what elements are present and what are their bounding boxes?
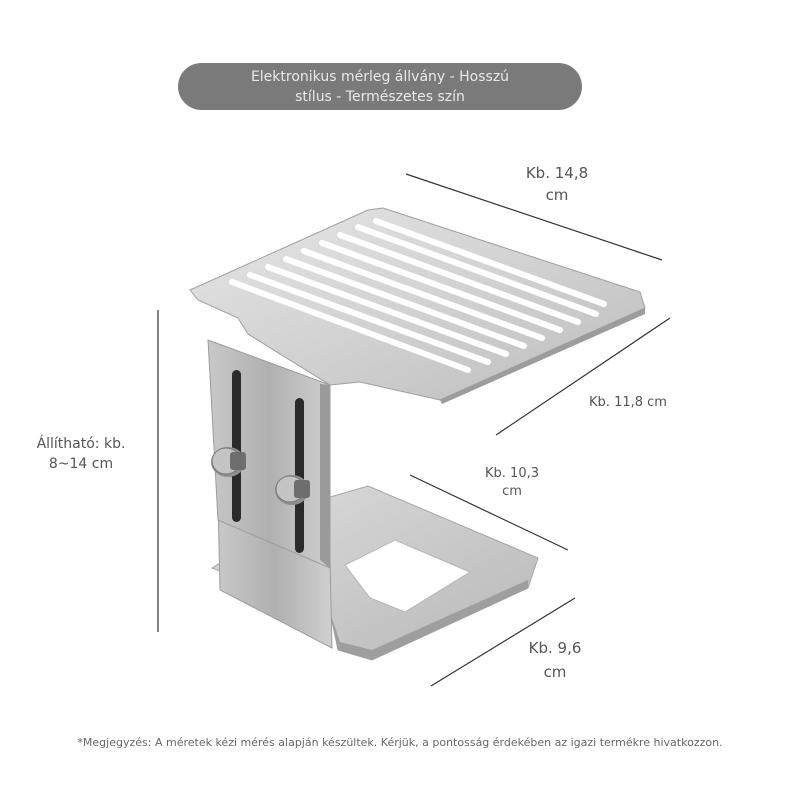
dimension-top-depth: Kb. 11,8 cm [589,395,667,410]
inner-width-value: Kb. 10,3 [485,466,539,481]
dimension-base-width [510,636,600,684]
base-width-value: Kb. 9,6 [528,639,582,657]
measurement-note: *Megjegyzés: A méretek kézi mérés alapján készültek. Kérjük, a pontosság érdekében az igazi termékre hivatkozzon. [77,736,723,749]
top-width-value: Kb. 14,8 [525,164,589,182]
inner-width-unit: cm [502,484,522,499]
height-range: 8~14 cm [48,456,114,472]
dimension-height [22,434,140,474]
base-width-unit: cm [543,663,567,681]
dimension-inner-width [472,465,552,501]
top-width-unit: cm [545,186,569,204]
height-label: Állítható: kb. [36,436,126,452]
title-line-1: Elektronikus mérleg állvány - Hosszú [250,68,510,85]
adjust-slot-left [232,370,241,522]
title-line-2: stílus - Természetes szín [295,88,465,105]
dimension-top-width [512,162,602,206]
